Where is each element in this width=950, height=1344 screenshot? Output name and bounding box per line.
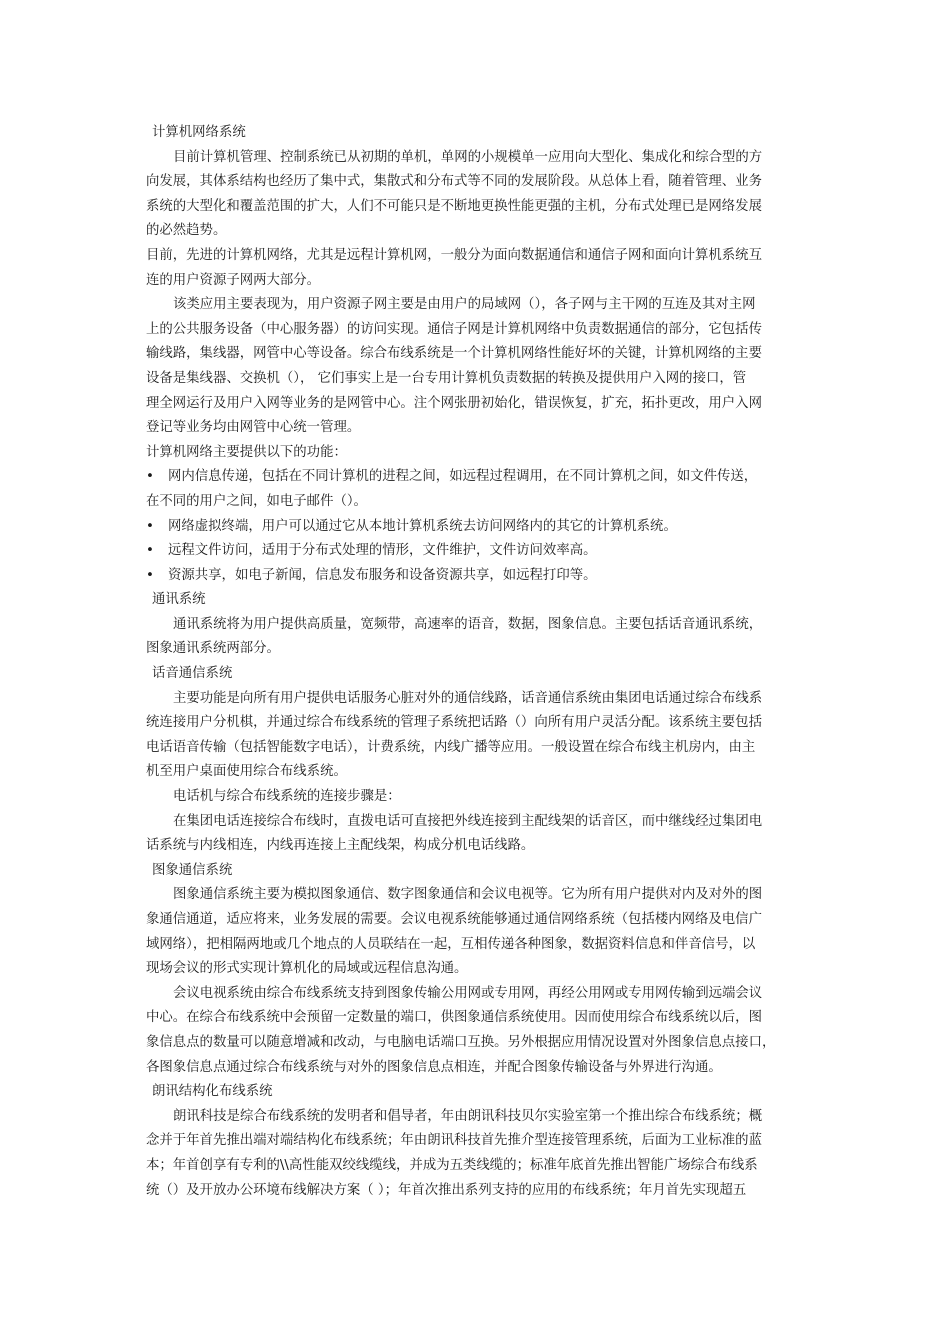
paragraph-line: 象通信通道，适应将来，业务发展的需要。会议电视系统能够通过通信网络系统（包括楼内网络及电信广 [146, 912, 762, 927]
bullet-text: 资源共享，如电子新闻，信息发布服务和设备资源共享，如远程打印等。 [168, 567, 597, 583]
bullet-text: 远程文件访问，适用于分布式处理的情形，文件维护，文件访问效率高。 [168, 543, 597, 559]
bullet-item [146, 539, 816, 564]
paragraph-line: 登记等业务均由网管中心统一管理。 [146, 420, 361, 436]
paragraph-line: 电话语音传输（包括智能数字电话），计费系统，内线广播等应用。一般设置在综合布线主机房内，由主 [146, 739, 756, 755]
section-heading: 朗讯结构化布线系统 [152, 1084, 273, 1100]
paragraph-line: 计算机网络主要提供以下的功能： [146, 444, 347, 460]
paragraph-line: 机至用户桌面使用综合布线系统。 [146, 764, 347, 780]
section-heading: 话音通信系统 [152, 666, 233, 682]
paragraph-line: 图象通讯系统两部分。 [146, 641, 280, 657]
bullet-item [146, 515, 816, 540]
paragraph-line: 设备是集线器、交换机（）， 它们事实上是一台专用计算机负责数据的转换及提供用户入网的接口，管 [146, 370, 747, 386]
paragraph-first-line: 会议电视系统由综合布线系统支持到图象传输公用网或专用网，再经公用网或专用网传输到远端会议 [173, 985, 763, 1001]
paragraph-first-line: 在集团电话连接综合布线时，直拨电话可直接把外线连接到主配线架的话音区，而中继线经过集团电 [173, 813, 763, 829]
bullet-icon: • [146, 518, 154, 534]
section-heading: 图象通信系统 [152, 862, 233, 878]
paragraph-first-line: 该类应用主要表现为，用户资源子网主要是由用户的局域网（），各子网与主干网的互连及其对主网 [173, 297, 756, 313]
bullet-icon: • [146, 543, 154, 559]
paragraph-line: 本；年首创享有专利的\\高性能双绞线缆线，并成为五类线缆的；标准年底首先推出智能广场综合布线系 [146, 1157, 758, 1173]
bullet-item [146, 564, 816, 589]
paragraph-line: 统连接用户分机棋，并通过综合布线系统的管理子系统把话路（）向所有用户灵活分配。该系统主要包括 [146, 715, 762, 731]
document-body [146, 121, 816, 1203]
paragraph-line: 域网络），把相隔两地或几个地点的人员联结在一起，互相传递各种图象，数据资料信息和伴音信号，以 [146, 936, 756, 952]
paragraph-first-line: 电话机与综合布线系统的连接步骤是： [173, 789, 401, 805]
bullet-text: 网内信息传递，包括在不同计算机的进程之间，如远程过程调用，在不同计算机之间，如文件传送， [168, 469, 758, 485]
paragraph-line: 念并于年首先推出端对端结构化布线系统；年由朗讯科技首先推介型连接管理系统，后面为工业标准的蓝 [146, 1133, 762, 1149]
paragraph-line: 系统的大型化和覆盖范围的扩大，人们不可能只是不断地更换性能更强的主机，分布式处理已是网络发展 [146, 198, 762, 214]
paragraph-line: 各图象信息点通过综合布线系统与对外的图象信息点相连，并配合图象传输设备与外界进行沟通。 [146, 1059, 722, 1075]
section-heading: 计算机网络系统 [152, 125, 246, 140]
paragraph-first-line: 主要功能是向所有用户提供电话服务心脏对外的通信线路，话音通信系统由集团电话通过综合布线系 [173, 690, 763, 706]
paragraph-first-line: 通讯系统将为用户提供高质量，宽频带，高速率的语音，数据，图象信息。主要包括话音通讯系统， [173, 616, 763, 632]
paragraph-line: 象信息点的数量可以随意增减和改动，与电脑电话端口互换。另外根据应用情况设置对外图象信息点接口， [146, 1034, 776, 1050]
paragraph-line: 的必然趋势。 [146, 223, 227, 239]
paragraph-line: 在不同的用户之间，如电子邮件（）。 [146, 493, 367, 509]
paragraph-line: 向发展，其体系结构也经历了集中式，集散式和分布式等不同的发展阶段。从总体上看，随着管理、业务 [146, 174, 762, 190]
paragraph-line: 输线路，集线器，网管中心等设备。综合布线系统是一个计算机网络性能好坏的关键，计算机网络的主要 [146, 346, 762, 362]
bullet-icon: • [146, 469, 154, 485]
paragraph-line: 现场会议的形式实现计算机化的局域或远程信息沟通。 [146, 961, 468, 977]
paragraph-line: 目前，先进的计算机网络，尤其是远程计算机网，一般分为面向数据通信和通信子网和面向计算机系统互 [146, 247, 762, 263]
paragraph-line: 连的用户资源子网两大部分。 [146, 272, 321, 288]
bullet-text: 网络虚拟终端，用户可以通过它从本地计算机系统去访问网络内的其它的计算机系统。 [168, 518, 677, 534]
paragraph-line: 话系统与内线相连，内线再连接上主配线架，构成分机电话线路。 [146, 838, 535, 854]
paragraph-first-line: 目前计算机管理、控制系统已从初期的单机，单网的小规模单一应用向大型化、集成化和综合型的方 [173, 149, 763, 165]
paragraph-line: 上的公共服务设备（中心服务器）的访问实现。通信子网是计算机网络中负责数据通信的部分，它包括传 [146, 321, 762, 337]
section-heading: 通讯系统 [152, 592, 206, 608]
paragraph-first-line: 朗讯科技是综合布线系统的发明者和倡导者，年由朗讯科技贝尔实验室第一个推出综合布线系统；概 [173, 1108, 763, 1124]
paragraph-line: 理全网运行及用户入网等业务的是网管中心。注个网张册初始化，错误恢复，扩充，拓扑更改，用户入网 [146, 395, 762, 411]
paragraph-line: 中心。在综合布线系统中会预留一定数量的端口，供图象通信系统使用。因而使用综合布线系统以后，图 [146, 1010, 762, 1026]
bullet-icon: • [146, 567, 154, 583]
paragraph-line: 统（）及开放办公环境布线解决方案（ ）；年首次推出系列支持的应用的布线系统；年月首先实现超五 [146, 1182, 747, 1198]
paragraph-first-line: 图象通信系统主要为模拟图象通信、数字图象通信和会议电视等。它为所有用户提供对内及对外的图 [173, 887, 763, 903]
bullet-item [146, 465, 816, 490]
